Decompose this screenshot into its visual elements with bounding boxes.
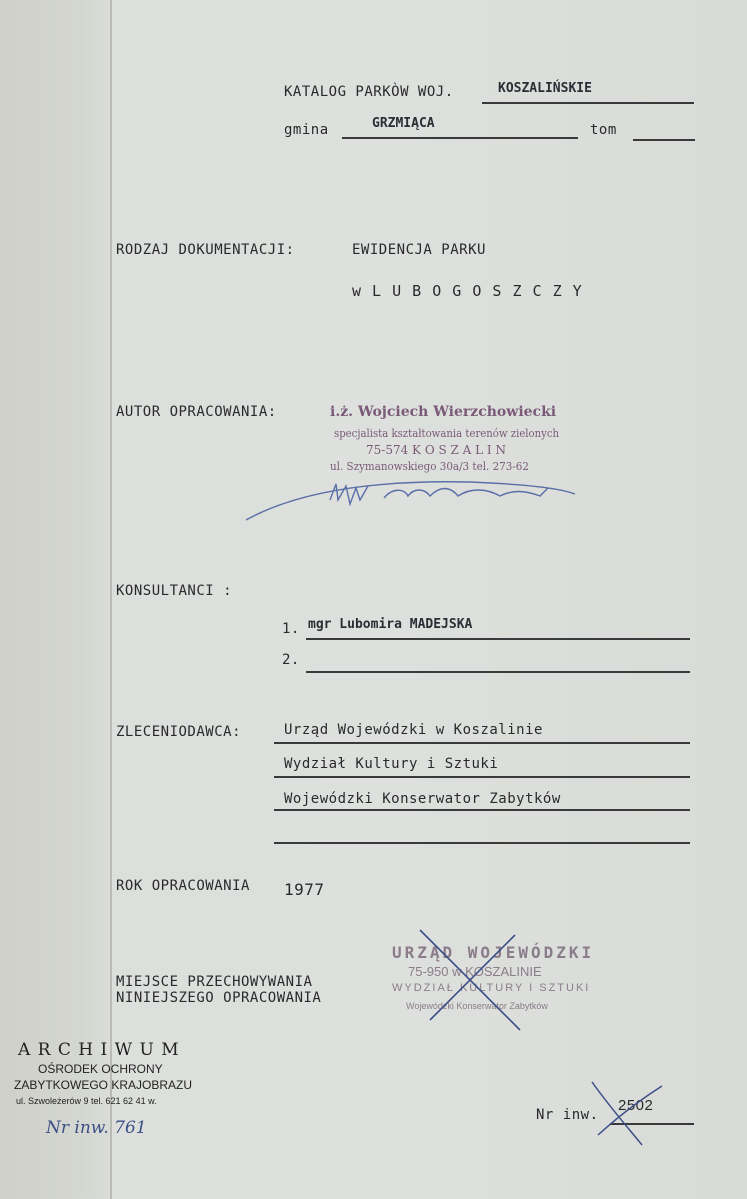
author-stamp-title: specjalista kształtowania terenów zielonych xyxy=(334,427,560,440)
consultants-label: KONSULTANCI : xyxy=(116,583,233,599)
storage-stamp-office: URZĄD WOJEWÓDZKI xyxy=(392,943,595,962)
archive-handwritten-number: Nr inw. 761 xyxy=(46,1118,147,1138)
author-stamp-address: ul. Szymanowskiego 30a/3 tel. 273-62 xyxy=(330,460,529,473)
storage-stamp-conservator: Wojewódzki Konserwator Zabytków xyxy=(406,1001,548,1011)
author-stamp-city: 75-574 K O S Z A L I N xyxy=(366,443,506,457)
consultant-2-num: 2. xyxy=(282,652,300,668)
tom-label: tom xyxy=(590,122,617,138)
gmina-label: gmina xyxy=(284,122,329,138)
client-label: ZLECENIODAWCA: xyxy=(116,724,242,740)
inventory-cross xyxy=(592,1082,662,1145)
storage-label-1: MIEJSCE PRZECHOWYWANIA xyxy=(116,974,313,990)
storage-label-2: NINIEJSZEGO OPRACOWANIA xyxy=(116,990,322,1006)
storage-stamp-dept: WYDZIAŁ KULTURY I SZTUKI xyxy=(392,982,591,994)
inventory-label: Nr inw. xyxy=(536,1107,599,1123)
voivodeship-value: KOSZALIŃSKIE xyxy=(498,81,592,96)
storage-stamp-city: 75-950 w KOSZALINIE xyxy=(408,964,542,979)
gmina-value: GRZMIĄCA xyxy=(372,116,435,131)
doc-type-value-2: w L U B O G O S Z C Z Y xyxy=(352,282,583,300)
catalog-label: KATALOG PARKÒW WOJ. xyxy=(284,84,454,100)
consultant-1-name: mgr Lubomira MADEJSKA xyxy=(308,617,473,632)
author-stamp-name: i.ż. Wojciech Wierzchowiecki xyxy=(330,404,557,420)
doc-type-value-1: EWIDENCJA PARKU xyxy=(352,242,486,258)
doc-type-label: RODZAJ DOKUMENTACJI: xyxy=(116,242,295,258)
archive-line-3: ZABYTKOWEGO KRAJOBRAZU xyxy=(14,1078,193,1092)
storage-stamp-cross xyxy=(420,930,520,1030)
archive-line-4: ul. Szwoleżerów 9 tel. 621 62 41 w. xyxy=(16,1096,157,1106)
year-value: 1977 xyxy=(284,880,325,899)
consultant-1-num: 1. xyxy=(282,621,300,637)
author-signature xyxy=(246,482,575,520)
author-label: AUTOR OPRACOWANIA: xyxy=(116,404,277,420)
client-line-2: Wydział Kultury i Sztuki xyxy=(284,756,499,772)
inventory-value: 2502 xyxy=(618,1097,654,1114)
year-label: ROK OPRACOWANIA xyxy=(116,878,250,894)
archive-title: A R C H I W U M xyxy=(18,1040,180,1060)
client-line-1: Urząd Wojewódzki w Koszalinie xyxy=(284,722,543,738)
archive-line-2: OŚRODEK OCHRONY xyxy=(38,1062,163,1076)
client-line-3: Wojewódzki Konserwator Zabytków xyxy=(284,791,561,807)
